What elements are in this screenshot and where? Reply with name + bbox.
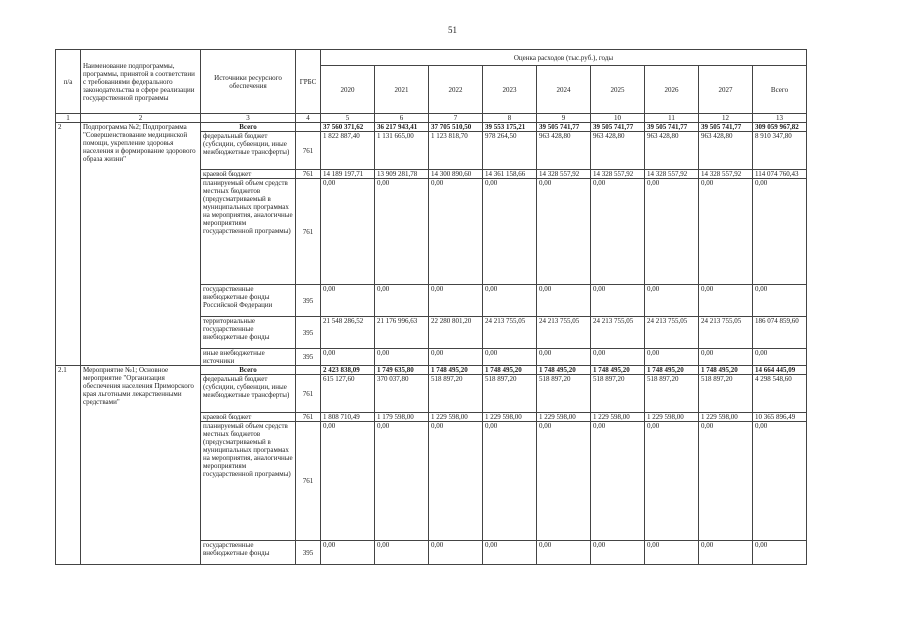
source-cell: планируемый объем средств местных бюджетов (предусматриваемый в муниципальных программах на мероприятия, аналогичные мероприятиям государственной программы) (201, 422, 296, 541)
value-cell: 1 748 495,20 (591, 366, 645, 375)
header-estimate: Оценка расходов (тыс.руб.), годы (321, 50, 807, 66)
header-num: п/а (56, 50, 81, 114)
value-cell: 0,00 (699, 285, 753, 317)
source-cell: краевой бюджет (201, 413, 296, 422)
value-cell: 0,00 (483, 179, 537, 285)
value-cell: 1 229 598,00 (537, 413, 591, 422)
value-cell: 21 548 286,52 (321, 317, 375, 349)
column-number: 8 (483, 114, 537, 123)
source-cell: краевой бюджет (201, 170, 296, 179)
value-cell: 0,00 (537, 349, 591, 366)
grbs-cell: 761 (296, 132, 321, 170)
value-cell: 0,00 (321, 422, 375, 541)
value-cell: 13 909 281,78 (375, 170, 429, 179)
value-cell: 0,00 (537, 541, 591, 565)
value-cell: 1 229 598,00 (591, 413, 645, 422)
column-number: 10 (591, 114, 645, 123)
value-cell: 0,00 (699, 422, 753, 541)
value-cell: 0,00 (483, 541, 537, 565)
value-cell: 518 897,20 (645, 375, 699, 413)
source-cell: планируемый объем средств местных бюджетов (предусматриваемый в муниципальных программах на мероприятия, аналогичные мероприятиям государственной программы) (201, 179, 296, 285)
value-cell: 309 059 967,82 (753, 123, 807, 132)
value-cell: 0,00 (591, 179, 645, 285)
value-cell: 0,00 (321, 541, 375, 565)
value-cell: 0,00 (699, 541, 753, 565)
value-cell: 0,00 (699, 179, 753, 285)
grbs-cell: 395 (296, 541, 321, 565)
value-cell: 1 748 495,20 (537, 366, 591, 375)
value-cell: 0,00 (321, 285, 375, 317)
value-cell: 518 897,20 (537, 375, 591, 413)
value-cell: 39 505 741,77 (645, 123, 699, 132)
header-year: 2024 (537, 66, 591, 114)
column-number: 3 (201, 114, 296, 123)
value-cell: 0,00 (375, 285, 429, 317)
value-cell: 21 176 996,63 (375, 317, 429, 349)
value-cell: 0,00 (753, 541, 807, 565)
source-cell: федеральный бюджет (субсидии, субвенции, иные межбюджетные трансферты) (201, 375, 296, 413)
grbs-cell: 395 (296, 285, 321, 317)
value-cell: 0,00 (753, 179, 807, 285)
grbs-cell (296, 123, 321, 132)
value-cell: 24 213 755,05 (537, 317, 591, 349)
header-year: 2026 (645, 66, 699, 114)
value-cell: 0,00 (375, 422, 429, 541)
value-cell: 0,00 (321, 349, 375, 366)
grbs-cell: 395 (296, 317, 321, 349)
value-cell: 0,00 (483, 422, 537, 541)
value-cell: 36 217 943,41 (375, 123, 429, 132)
value-cell: 14 664 445,09 (753, 366, 807, 375)
section-name: Подпрограмма №2; Подпрограмма "Совершенствование медицинской помощи, укрепление здоровья населения и формирование здорового образа жизни" (81, 123, 201, 366)
source-cell: территориальные государственные внебюджетные фонды (201, 317, 296, 349)
value-cell: 0,00 (375, 179, 429, 285)
source-cell: Всего (201, 366, 296, 375)
section-number: 2 (56, 123, 81, 366)
value-cell: 0,00 (645, 285, 699, 317)
value-cell: 0,00 (645, 422, 699, 541)
value-cell: 14 328 557,92 (537, 170, 591, 179)
value-cell: 0,00 (483, 285, 537, 317)
value-cell: 518 897,20 (429, 375, 483, 413)
value-cell: 24 213 755,05 (483, 317, 537, 349)
value-cell: 24 213 755,05 (699, 317, 753, 349)
value-cell: 615 127,60 (321, 375, 375, 413)
value-cell: 0,00 (645, 179, 699, 285)
section-name: Мероприятие №1; Основное мероприятие "Организация обеспечения населения Приморского края льготными лекарственными средствами" (81, 366, 201, 565)
value-cell: 1 179 598,00 (375, 413, 429, 422)
value-cell: 978 264,50 (483, 132, 537, 170)
value-cell: 14 328 557,92 (699, 170, 753, 179)
grbs-cell: 761 (296, 422, 321, 541)
value-cell: 14 189 197,71 (321, 170, 375, 179)
header-year: 2021 (375, 66, 429, 114)
value-cell: 963 428,80 (645, 132, 699, 170)
value-cell: 0,00 (429, 285, 483, 317)
section-number: 2.1 (56, 366, 81, 565)
value-cell: 518 897,20 (699, 375, 753, 413)
header-year: 2025 (591, 66, 645, 114)
value-cell: 10 365 896,49 (753, 413, 807, 422)
value-cell: 1 748 495,20 (429, 366, 483, 375)
source-cell: государственные внебюджетные фонды Российской Федерации (201, 285, 296, 317)
value-cell: 39 505 741,77 (537, 123, 591, 132)
value-cell: 0,00 (699, 349, 753, 366)
value-cell: 37 705 510,50 (429, 123, 483, 132)
value-cell: 0,00 (537, 422, 591, 541)
column-number: 11 (645, 114, 699, 123)
header-row (56, 50, 807, 66)
value-cell: 0,00 (645, 349, 699, 366)
column-number: 6 (375, 114, 429, 123)
value-cell: 14 328 557,92 (645, 170, 699, 179)
column-number: 5 (321, 114, 375, 123)
value-cell: 963 428,80 (699, 132, 753, 170)
column-number: 7 (429, 114, 483, 123)
table-row (56, 123, 807, 132)
source-cell: государственные внебюджетные фонды (201, 541, 296, 565)
value-cell: 39 553 175,21 (483, 123, 537, 132)
value-cell: 0,00 (321, 179, 375, 285)
table-row (56, 366, 807, 375)
budget-table (55, 49, 807, 565)
value-cell: 0,00 (753, 349, 807, 366)
value-cell: 518 897,20 (483, 375, 537, 413)
header-year: 2022 (429, 66, 483, 114)
value-cell: 114 074 760,43 (753, 170, 807, 179)
value-cell: 370 037,80 (375, 375, 429, 413)
column-number: 9 (537, 114, 591, 123)
grbs-cell: 395 (296, 349, 321, 366)
value-cell: 24 213 755,05 (645, 317, 699, 349)
value-cell: 186 074 859,60 (753, 317, 807, 349)
column-number: 12 (699, 114, 753, 123)
value-cell: 0,00 (537, 285, 591, 317)
value-cell: 8 910 347,80 (753, 132, 807, 170)
grbs-cell: 761 (296, 170, 321, 179)
header-grbs: ГРБС (296, 50, 321, 114)
value-cell: 0,00 (429, 541, 483, 565)
value-cell: 14 300 890,60 (429, 170, 483, 179)
value-cell: 1 229 598,00 (429, 413, 483, 422)
grbs-cell: 761 (296, 375, 321, 413)
grbs-cell: 761 (296, 179, 321, 285)
source-cell: иные внебюджетные источники (201, 349, 296, 366)
value-cell: 0,00 (429, 179, 483, 285)
column-number: 4 (296, 114, 321, 123)
value-cell: 963 428,80 (537, 132, 591, 170)
value-cell: 1 229 598,00 (483, 413, 537, 422)
value-cell: 4 298 548,60 (753, 375, 807, 413)
value-cell: 1 749 635,80 (375, 366, 429, 375)
value-cell: 1 131 665,00 (375, 132, 429, 170)
value-cell: 0,00 (429, 422, 483, 541)
value-cell: 0,00 (375, 349, 429, 366)
value-cell: 963 428,80 (591, 132, 645, 170)
value-cell: 0,00 (483, 349, 537, 366)
value-cell: 1 123 818,70 (429, 132, 483, 170)
value-cell: 1 748 495,20 (483, 366, 537, 375)
value-cell: 0,00 (375, 541, 429, 565)
grbs-cell (296, 366, 321, 375)
header-source: Источники ресурсного обеспечения (201, 50, 296, 114)
value-cell: 0,00 (591, 285, 645, 317)
page-number: 51 (448, 25, 457, 35)
value-cell: 0,00 (753, 422, 807, 541)
column-number: 1 (56, 114, 81, 123)
value-cell: 1 229 598,00 (645, 413, 699, 422)
column-numbers-row (56, 114, 807, 123)
value-cell: 1 822 887,40 (321, 132, 375, 170)
value-cell: 1 808 710,49 (321, 413, 375, 422)
value-cell: 0,00 (753, 285, 807, 317)
source-cell: федеральный бюджет (субсидии, субвенции, иные межбюджетные трансферты) (201, 132, 296, 170)
column-number: 2 (81, 114, 201, 123)
value-cell: 1 748 495,20 (645, 366, 699, 375)
header-year: 2020 (321, 66, 375, 114)
value-cell: 0,00 (537, 179, 591, 285)
value-cell: 0,00 (429, 349, 483, 366)
value-cell: 0,00 (591, 422, 645, 541)
column-number: 13 (753, 114, 807, 123)
source-cell: Всего (201, 123, 296, 132)
value-cell: 1 748 495,20 (699, 366, 753, 375)
value-cell: 14 361 158,66 (483, 170, 537, 179)
value-cell: 518 897,20 (591, 375, 645, 413)
header-year: Всего (753, 66, 807, 114)
value-cell: 24 213 755,05 (591, 317, 645, 349)
value-cell: 14 328 557,92 (591, 170, 645, 179)
value-cell: 0,00 (591, 541, 645, 565)
header-year: 2023 (483, 66, 537, 114)
value-cell: 39 505 741,77 (591, 123, 645, 132)
value-cell: 39 505 741,77 (699, 123, 753, 132)
value-cell: 37 560 371,62 (321, 123, 375, 132)
header-year: 2027 (699, 66, 753, 114)
value-cell: 0,00 (645, 541, 699, 565)
value-cell: 22 280 801,20 (429, 317, 483, 349)
value-cell: 2 423 838,09 (321, 366, 375, 375)
value-cell: 1 229 598,00 (699, 413, 753, 422)
value-cell: 0,00 (591, 349, 645, 366)
grbs-cell: 761 (296, 413, 321, 422)
header-name: Наименование подпрограммы, программы, принятой в соответствии с требованиями федерального законодательства в сфере реализации государственной программы (81, 50, 201, 114)
